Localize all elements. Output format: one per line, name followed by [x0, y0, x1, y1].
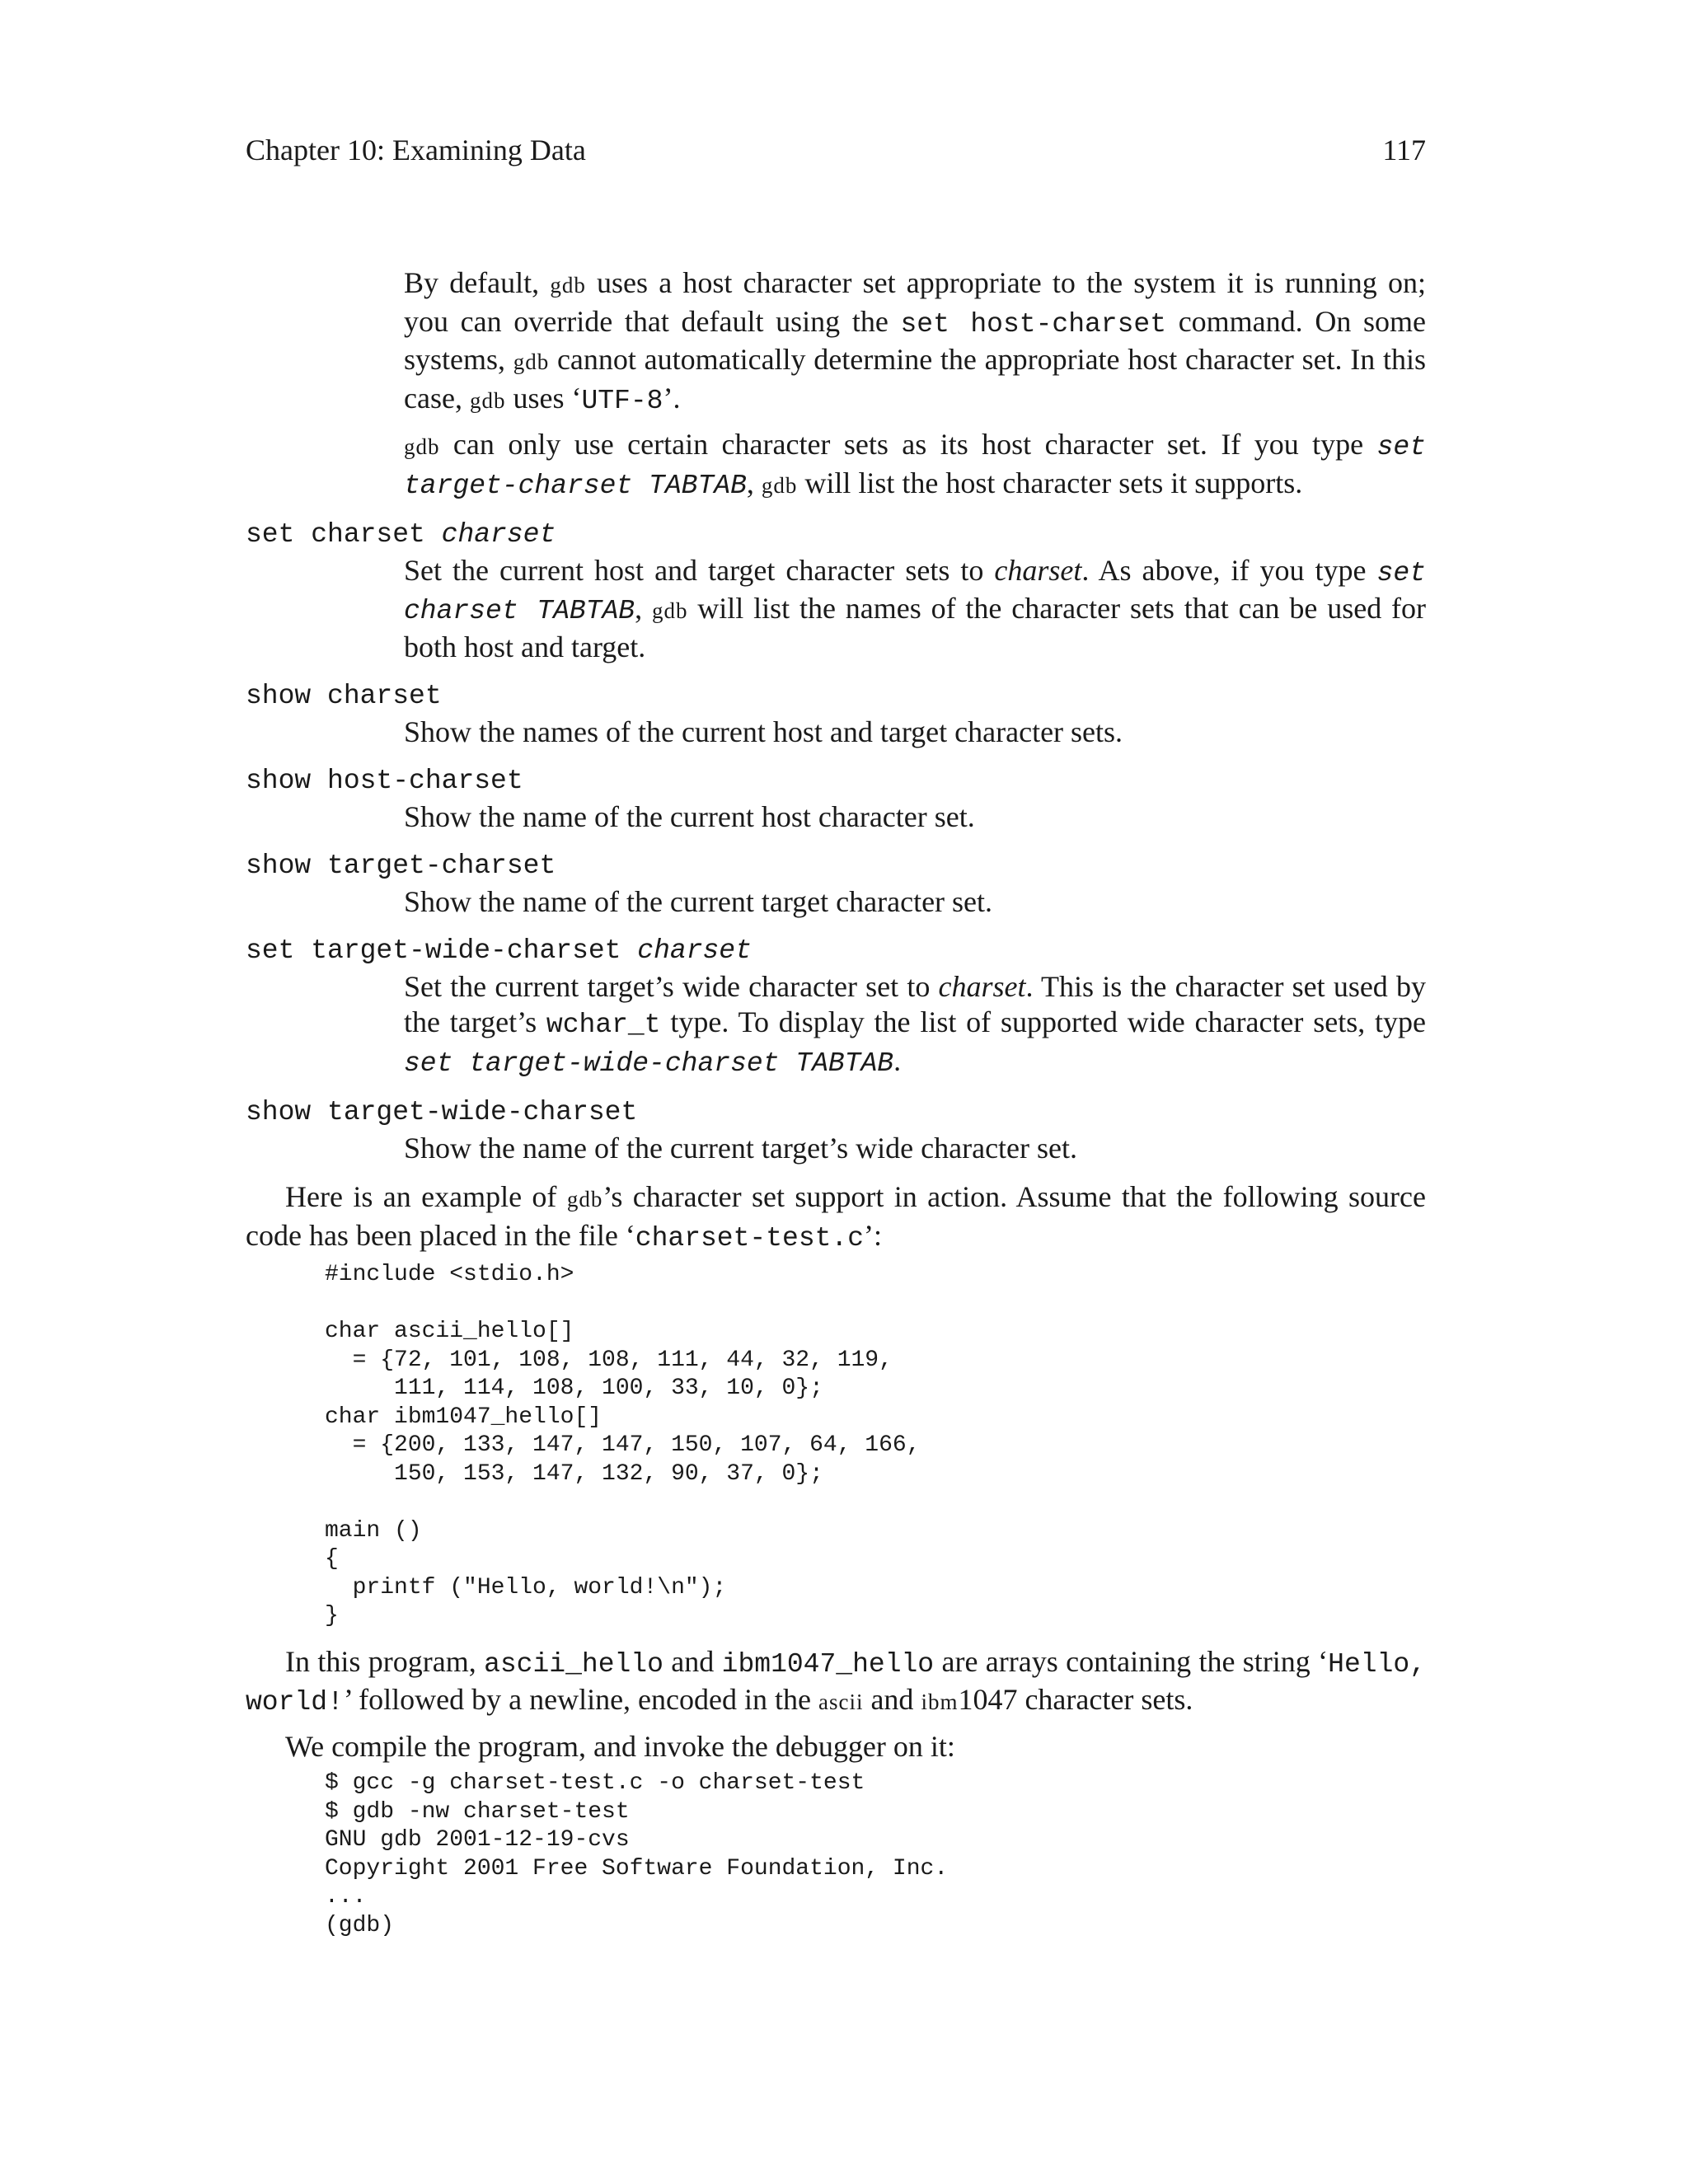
- terminal-session-block: $ gcc -g charset-test.c -o charset-test $ gdb -nw charset-test GNU gdb 2001-12-19-cvs Copyright 2001 Free Software Foundation, Inc. ... (gdb): [325, 1770, 949, 1938]
- definition-term: show target-wide-charset: [246, 1097, 638, 1127]
- host-charset-paragraph: By default, gdb uses a host character set appropriate to the system it is running on; you can override that default using the set host-charset command. On some systems, gdb cannot automatically determine the appropriate host character set. In this case, gdb uses ‘UTF-8’.: [404, 266, 1426, 416]
- program-explanation-paragraph: In this program, ascii_hello and ibm1047_hello are arrays containing the string ‘Hello, world!’ followed by a newline, encoded in the ascii and ibm1047 character sets.: [246, 1644, 1426, 1718]
- chapter-title: Chapter 10: Examining Data: [246, 134, 586, 166]
- page-number: 117: [1382, 134, 1426, 166]
- definition-description: Show the name of the current target’s wide character set.: [404, 1131, 1078, 1165]
- definition-description: Show the names of the current host and target character sets.: [404, 715, 1123, 748]
- definition-term: set target-wide-charset charset: [246, 935, 752, 966]
- page-content: [246, 265, 1426, 1940]
- host-charset-description: [404, 265, 1426, 504]
- definition-description: Set the current target’s wide character set to charset. This is the character set used by the target’s wchar_t type. To display the list of supported wide character sets, type set target-wide-charset TABTAB.: [404, 969, 1426, 1079]
- definition-description: Set the current host and target character sets to charset. As above, if you type set charset TABTAB, gdb will list the names of the character sets that can be used for both host and target.: [404, 553, 1427, 663]
- definition-description: Show the name of the current target character set.: [404, 884, 993, 918]
- example-intro-paragraph: Here is an example of gdb’s character set support in action. Assume that the following source code has been placed in the file ‘charset-test.c’:: [246, 1180, 1426, 1254]
- definition-term: show charset: [246, 681, 442, 711]
- host-charset-list-paragraph: gdb can only use certain character sets as its host character set. If you type set target-charset TABTAB, gdb will list the host character sets it supports.: [404, 428, 1426, 501]
- compile-paragraph: We compile the program, and invoke the debugger on it:: [285, 1729, 955, 1763]
- inline-command: set target-charset TABTAB: [404, 432, 1426, 501]
- definition-term: show host-charset: [246, 766, 523, 796]
- source-code-block: #include <stdio.h> char ascii_hello[] = {72, 101, 108, 108, 111, 44, 32, 119, 111, 114, 108, 100, 33, 10, 0}; char ibm1047_hello[] = {200, 133, 147, 147, 150, 107, 64, 166, 150, 153, 147, 132, 90, 37, 0}; main () { printf ("Hello, world!\n"); }: [325, 1262, 921, 1629]
- definition-term: set charset charset: [246, 519, 556, 550]
- inline-command: set host-charset: [900, 308, 1167, 340]
- definition-term: show target-charset: [246, 851, 556, 881]
- definition-description: Show the name of the current host character set.: [404, 799, 975, 833]
